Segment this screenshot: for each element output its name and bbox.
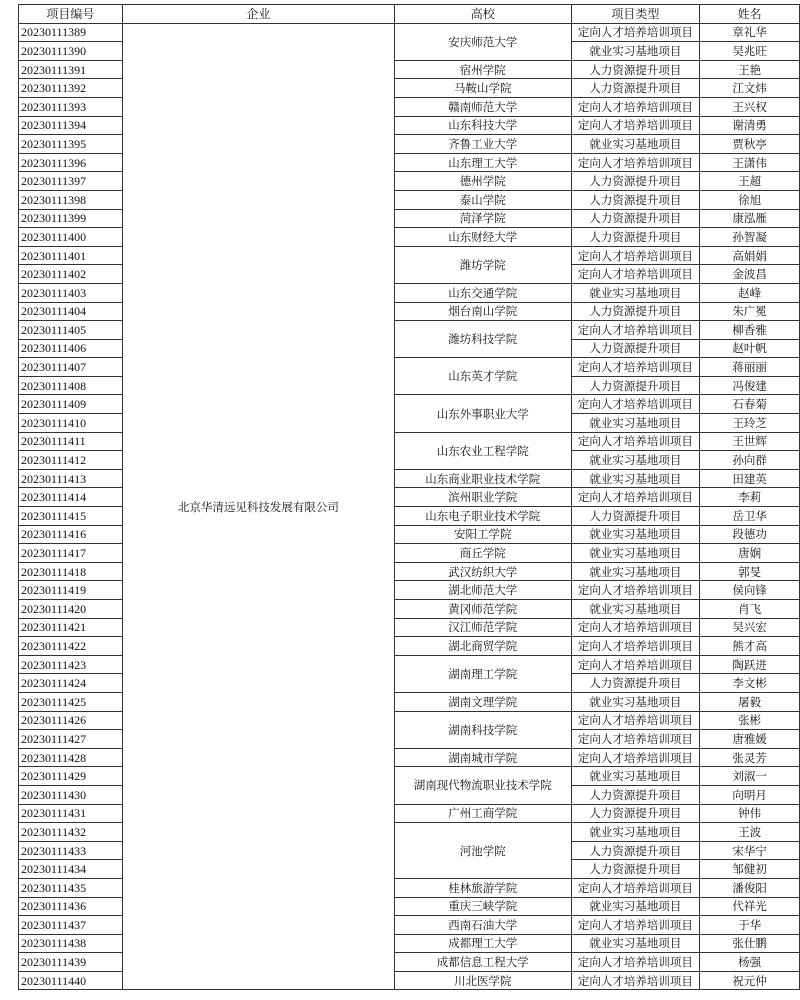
project-id-cell: 20230111397	[19, 172, 123, 191]
project-type-cell: 人力资源提升项目	[571, 841, 700, 860]
person-name-cell: 王潇伟	[700, 153, 800, 172]
school-cell: 川北医学院	[394, 971, 571, 990]
school-cell: 重庆三峡学院	[394, 897, 571, 916]
person-name-cell: 冯俊建	[700, 376, 800, 395]
project-type-cell: 人力资源提升项目	[571, 190, 700, 209]
person-name-cell: 赵峰	[700, 283, 800, 302]
school-cell: 西南石油大学	[394, 916, 571, 935]
project-id-cell: 20230111420	[19, 600, 123, 619]
person-name-cell: 王艳	[700, 60, 800, 79]
school-cell: 湖北商贸学院	[394, 637, 571, 656]
person-name-cell: 赵叶帆	[700, 339, 800, 358]
person-name-cell: 张彬	[700, 711, 800, 730]
person-name-cell: 屠毅	[700, 692, 800, 711]
project-id-cell: 20230111414	[19, 488, 123, 507]
school-cell: 湖南现代物流职业技术学院	[394, 767, 571, 804]
person-name-cell: 宋华宁	[700, 841, 800, 860]
project-id-cell: 20230111428	[19, 748, 123, 767]
project-id-cell: 20230111423	[19, 655, 123, 674]
person-name-cell: 石春菊	[700, 395, 800, 414]
project-type-cell: 定向人才培养培训项目	[571, 971, 700, 990]
project-type-cell: 定向人才培养培训项目	[571, 246, 700, 265]
school-cell: 山东财经大学	[394, 228, 571, 247]
school-cell: 德州学院	[394, 172, 571, 191]
person-name-cell: 王超	[700, 172, 800, 191]
project-type-cell: 就业实习基地项目	[571, 135, 700, 154]
project-type-cell: 定向人才培养培训项目	[571, 916, 700, 935]
project-type-cell: 定向人才培养培训项目	[571, 153, 700, 172]
school-cell: 湖南文理学院	[394, 692, 571, 711]
school-cell: 商丘学院	[394, 544, 571, 563]
person-name-cell: 唐雅媛	[700, 730, 800, 749]
project-id-cell: 20230111411	[19, 432, 123, 451]
project-id-cell: 20230111412	[19, 451, 123, 470]
project-type-cell: 定向人才培养培训项目	[571, 878, 700, 897]
person-name-cell: 金波昌	[700, 265, 800, 284]
person-name-cell: 贾秋亭	[700, 135, 800, 154]
school-cell: 山东电子职业技术学院	[394, 507, 571, 526]
project-type-cell: 人力资源提升项目	[571, 60, 700, 79]
project-id-cell: 20230111407	[19, 358, 123, 377]
person-name-cell: 张仕鹏	[700, 934, 800, 953]
project-id-cell: 20230111409	[19, 395, 123, 414]
project-id-cell: 20230111430	[19, 785, 123, 804]
project-type-cell: 人力资源提升项目	[571, 507, 700, 526]
project-id-cell: 20230111440	[19, 971, 123, 990]
project-id-cell: 20230111437	[19, 916, 123, 935]
school-cell: 武汉纺织大学	[394, 562, 571, 581]
project-id-cell: 20230111436	[19, 897, 123, 916]
project-type-cell: 定向人才培养培训项目	[571, 432, 700, 451]
school-cell: 广州工商学院	[394, 804, 571, 823]
project-id-cell: 20230111429	[19, 767, 123, 786]
project-type-cell: 就业实习基地项目	[571, 600, 700, 619]
project-id-cell: 20230111438	[19, 934, 123, 953]
project-type-cell: 定向人才培养培训项目	[571, 953, 700, 972]
project-type-cell: 定向人才培养培训项目	[571, 711, 700, 730]
project-type-cell: 人力资源提升项目	[571, 860, 700, 879]
school-cell: 潍坊学院	[394, 246, 571, 283]
person-name-cell: 孙智凝	[700, 228, 800, 247]
project-type-cell: 就业实习基地项目	[571, 469, 700, 488]
person-name-cell: 段德功	[700, 525, 800, 544]
project-id-cell: 20230111399	[19, 209, 123, 228]
school-cell: 成都信息工程大学	[394, 953, 571, 972]
school-cell: 山东科技大学	[394, 116, 571, 135]
project-type-cell: 就业实习基地项目	[571, 934, 700, 953]
person-name-cell: 章礼华	[700, 23, 800, 42]
project-type-cell: 就业实习基地项目	[571, 451, 700, 470]
header-project-type: 项目类型	[571, 5, 700, 24]
school-cell: 汉江师范学院	[394, 618, 571, 637]
project-type-cell: 定向人才培养培训项目	[571, 488, 700, 507]
project-id-cell: 20230111421	[19, 618, 123, 637]
person-name-cell: 于华	[700, 916, 800, 935]
school-cell: 山东英才学院	[394, 358, 571, 395]
header-name: 姓名	[700, 5, 800, 24]
person-name-cell: 张灵芳	[700, 748, 800, 767]
project-id-cell: 20230111392	[19, 79, 123, 98]
school-cell: 山东农业工程学院	[394, 432, 571, 469]
school-cell: 泰山学院	[394, 190, 571, 209]
school-cell: 湖南科技学院	[394, 711, 571, 748]
person-name-cell: 江文炜	[700, 79, 800, 98]
school-cell: 马鞍山学院	[394, 79, 571, 98]
school-cell: 成都理工大学	[394, 934, 571, 953]
table-body	[19, 23, 800, 990]
school-cell: 山东理工大学	[394, 153, 571, 172]
person-name-cell: 吴兆旺	[700, 42, 800, 61]
project-type-cell: 定向人才培养培训项目	[571, 618, 700, 637]
person-name-cell: 李文彬	[700, 674, 800, 693]
project-type-cell: 定向人才培养培训项目	[571, 395, 700, 414]
project-id-cell: 20230111427	[19, 730, 123, 749]
project-id-cell: 20230111410	[19, 414, 123, 433]
table-row	[19, 23, 800, 42]
person-name-cell: 谢清勇	[700, 116, 800, 135]
project-table	[18, 4, 800, 990]
person-name-cell: 高娟娟	[700, 246, 800, 265]
project-id-cell: 20230111418	[19, 562, 123, 581]
project-id-cell: 20230111426	[19, 711, 123, 730]
person-name-cell: 王世辉	[700, 432, 800, 451]
person-name-cell: 邹健初	[700, 860, 800, 879]
project-type-cell: 人力资源提升项目	[571, 339, 700, 358]
project-id-cell: 20230111422	[19, 637, 123, 656]
project-id-cell: 20230111424	[19, 674, 123, 693]
school-cell: 滨州职业学院	[394, 488, 571, 507]
project-id-cell: 20230111396	[19, 153, 123, 172]
project-type-cell: 定向人才培养培训项目	[571, 97, 700, 116]
project-id-cell: 20230111433	[19, 841, 123, 860]
header-project-id: 项目编号	[19, 5, 123, 24]
school-cell: 河池学院	[394, 823, 571, 879]
school-cell: 湖南城市学院	[394, 748, 571, 767]
project-id-cell: 20230111404	[19, 302, 123, 321]
project-type-cell: 定向人才培养培训项目	[571, 730, 700, 749]
school-cell: 潍坊科技学院	[394, 321, 571, 358]
person-name-cell: 肖飞	[700, 600, 800, 619]
person-name-cell: 岳卫华	[700, 507, 800, 526]
school-cell: 赣南师范大学	[394, 97, 571, 116]
project-type-cell: 就业实习基地项目	[571, 692, 700, 711]
person-name-cell: 刘淑一	[700, 767, 800, 786]
project-type-cell: 人力资源提升项目	[571, 674, 700, 693]
project-type-cell: 人力资源提升项目	[571, 376, 700, 395]
project-type-cell: 就业实习基地项目	[571, 414, 700, 433]
project-id-cell: 20230111439	[19, 953, 123, 972]
project-id-cell: 20230111425	[19, 692, 123, 711]
header-school: 高校	[394, 5, 571, 24]
person-name-cell: 李莉	[700, 488, 800, 507]
person-name-cell: 潘俊阳	[700, 878, 800, 897]
project-type-cell: 就业实习基地项目	[571, 525, 700, 544]
project-type-cell: 定向人才培养培训项目	[571, 748, 700, 767]
header-row	[19, 5, 800, 24]
project-id-cell: 20230111413	[19, 469, 123, 488]
project-type-cell: 就业实习基地项目	[571, 42, 700, 61]
person-name-cell: 康泓雁	[700, 209, 800, 228]
person-name-cell: 钟伟	[700, 804, 800, 823]
person-name-cell: 吴兴宏	[700, 618, 800, 637]
project-id-cell: 20230111408	[19, 376, 123, 395]
project-type-cell: 人力资源提升项目	[571, 302, 700, 321]
project-id-cell: 20230111415	[19, 507, 123, 526]
person-name-cell: 杨强	[700, 953, 800, 972]
person-name-cell: 王兴权	[700, 97, 800, 116]
project-id-cell: 20230111395	[19, 135, 123, 154]
person-name-cell: 王波	[700, 823, 800, 842]
header-company: 企业	[122, 5, 394, 24]
person-name-cell: 孙向群	[700, 451, 800, 470]
person-name-cell: 祝元仲	[700, 971, 800, 990]
project-type-cell: 就业实习基地项目	[571, 283, 700, 302]
project-id-cell: 20230111402	[19, 265, 123, 284]
project-id-cell: 20230111416	[19, 525, 123, 544]
project-id-cell: 20230111394	[19, 116, 123, 135]
project-type-cell: 人力资源提升项目	[571, 79, 700, 98]
school-cell: 齐鲁工业大学	[394, 135, 571, 154]
project-type-cell: 定向人才培养培训项目	[571, 655, 700, 674]
project-type-cell: 就业实习基地项目	[571, 823, 700, 842]
project-type-cell: 定向人才培养培训项目	[571, 265, 700, 284]
person-name-cell: 唐娴	[700, 544, 800, 563]
project-id-cell: 20230111405	[19, 321, 123, 340]
project-id-cell: 20230111435	[19, 878, 123, 897]
project-id-cell: 20230111401	[19, 246, 123, 265]
project-id-cell: 20230111398	[19, 190, 123, 209]
school-cell: 黄冈师范学院	[394, 600, 571, 619]
project-type-cell: 人力资源提升项目	[571, 804, 700, 823]
project-type-cell: 就业实习基地项目	[571, 562, 700, 581]
project-id-cell: 20230111400	[19, 228, 123, 247]
person-name-cell: 柳香雅	[700, 321, 800, 340]
person-name-cell: 陶跃进	[700, 655, 800, 674]
school-cell: 菏泽学院	[394, 209, 571, 228]
school-cell: 宿州学院	[394, 60, 571, 79]
project-id-cell: 20230111419	[19, 581, 123, 600]
person-name-cell: 侯向锋	[700, 581, 800, 600]
project-id-cell: 20230111432	[19, 823, 123, 842]
project-type-cell: 定向人才培养培训项目	[571, 321, 700, 340]
project-type-cell: 就业实习基地项目	[571, 544, 700, 563]
school-cell: 山东外事职业大学	[394, 395, 571, 432]
project-type-cell: 人力资源提升项目	[571, 172, 700, 191]
project-id-cell: 20230111393	[19, 97, 123, 116]
project-type-cell: 人力资源提升项目	[571, 209, 700, 228]
project-type-cell: 定向人才培养培训项目	[571, 358, 700, 377]
project-id-cell: 20230111406	[19, 339, 123, 358]
school-cell: 湖南理工学院	[394, 655, 571, 692]
project-id-cell: 20230111389	[19, 23, 123, 42]
project-type-cell: 定向人才培养培训项目	[571, 23, 700, 42]
school-cell: 山东商业职业技术学院	[394, 469, 571, 488]
project-type-cell: 就业实习基地项目	[571, 767, 700, 786]
school-cell: 山东交通学院	[394, 283, 571, 302]
project-id-cell: 20230111417	[19, 544, 123, 563]
project-type-cell: 就业实习基地项目	[571, 897, 700, 916]
project-id-cell: 20230111391	[19, 60, 123, 79]
person-name-cell: 徐旭	[700, 190, 800, 209]
project-type-cell: 定向人才培养培训项目	[571, 116, 700, 135]
project-id-cell: 20230111390	[19, 42, 123, 61]
person-name-cell: 田建英	[700, 469, 800, 488]
school-cell: 桂林旅游学院	[394, 878, 571, 897]
person-name-cell: 王玲芝	[700, 414, 800, 433]
project-type-cell: 人力资源提升项目	[571, 785, 700, 804]
project-type-cell: 人力资源提升项目	[571, 228, 700, 247]
school-cell: 烟台南山学院	[394, 302, 571, 321]
person-name-cell: 代祥光	[700, 897, 800, 916]
person-name-cell: 郭旻	[700, 562, 800, 581]
school-cell: 安庆师范大学	[394, 23, 571, 60]
company-cell: 北京华清远见科技发展有限公司	[122, 23, 394, 990]
person-name-cell: 蒋丽丽	[700, 358, 800, 377]
project-id-cell: 20230111434	[19, 860, 123, 879]
person-name-cell: 向明月	[700, 785, 800, 804]
project-id-cell: 20230111431	[19, 804, 123, 823]
person-name-cell: 朱广冕	[700, 302, 800, 321]
school-cell: 安阳工学院	[394, 525, 571, 544]
person-name-cell: 熊才高	[700, 637, 800, 656]
school-cell: 湖北师范大学	[394, 581, 571, 600]
project-type-cell: 定向人才培养培训项目	[571, 637, 700, 656]
project-id-cell: 20230111403	[19, 283, 123, 302]
project-type-cell: 定向人才培养培训项目	[571, 581, 700, 600]
